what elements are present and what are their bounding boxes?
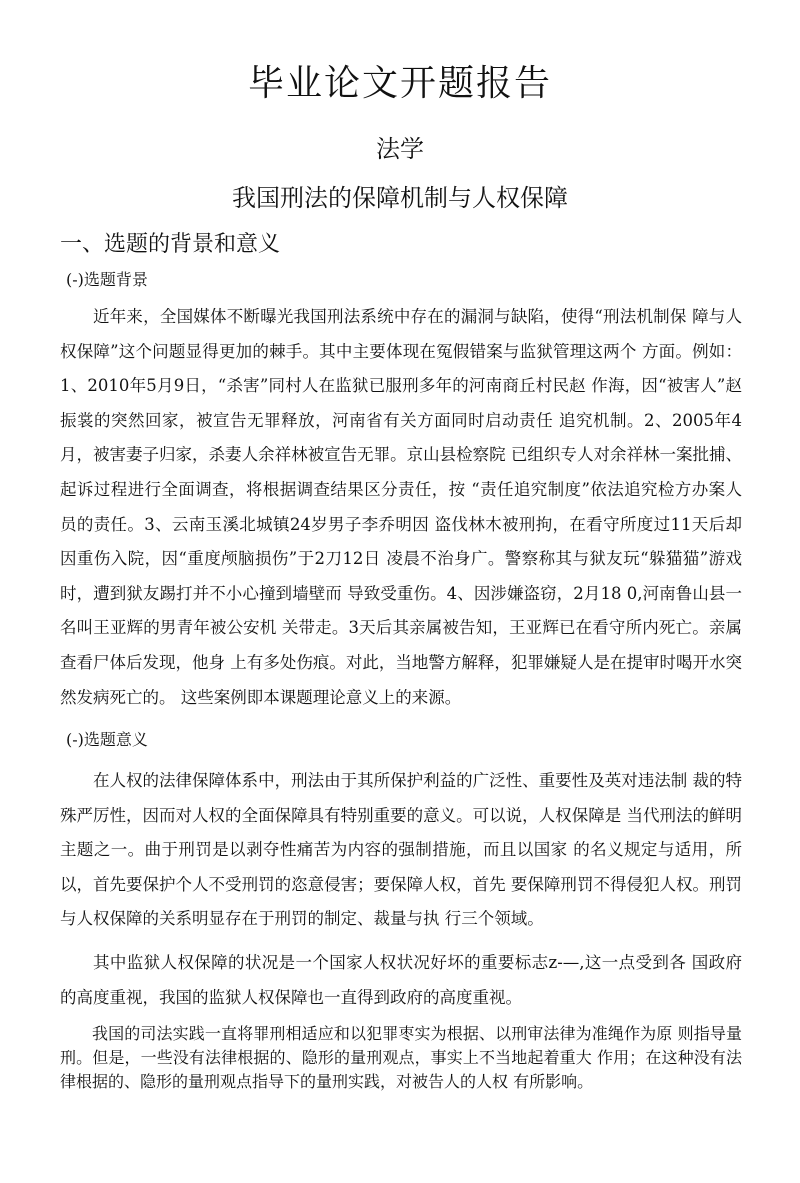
- document-title: 毕业论文开题报告: [247, 63, 552, 104]
- significance-paragraph-3: 我国的司法实践一直将罪刑相适应和以犯罪枣实为根据、以刑审法律为准绳作为原 则指导量刑。但是，一些没有法律根据的、隐形的量刑观点，事实上不当地起着重大 作用；在这种没有法律根据的、隐形的量刑观点指导下的量刑实践，对被告人的人权 有所影响。: [60, 1024, 742, 1091]
- subheading-background: (-)选题背景: [66, 270, 148, 289]
- major-label: 法学: [376, 135, 424, 163]
- thesis-topic: 我国刑法的保障机制与人权保障: [232, 184, 568, 212]
- significance-paragraph-2: 其中监狱人权保障的状况是一个国家人权状况好坏的重要标志z-—,这一点受到各 国政府的高度重视，我国的监狱人权保障也一直得到政府的高度重视。: [60, 953, 742, 1007]
- significance-paragraph-1: 在人权的法律保障体系中，刑法由于其所保护利益的广泛性、重要性及英对违法制 裁的特殊严厉性，因而对人权的全面保障具有特别重要的意义。可以说，人权保障是 当代刑法的鲜明主题之一。曲于刑罚是以剥夺性痛苦为内容的强制措施，而且以国家 的名义规定与适用，所以，首先要保护个人不受刑罚的恣意侵害；要保障人权，首先 要保障刑罚不得侵犯人权。刑罚与人权保障的关系明显存在于刑罚的制定、裁量与执 行三个领域。: [60, 771, 742, 929]
- subheading-significance: (-)选题意义: [66, 730, 148, 749]
- background-paragraph: 近年来，全国媒体不断曝光我国刑法系统中存在的漏洞与缺陷，使得“刑法机制保 障与人权保障”这个问题显得更加的棘手。其中主要体现在冤假错案与监狱管理这两个 方面。例如：1、2010年5月9日，“杀害”同村人在监狱已服刑多年的河南商丘村民赵 作海，因“被害人”赵振裳的突然回家，被宣告无罪释放，河南省有关方面同时启动责任 追究机制。2、2005年4月，被害妻子归家，杀妻人余祥林被宣告无罪。京山县检察院 已组织专人对余祥林一案批捕、起诉过程进行全面调查，将根据调查结果区分责任，按 “责任追究制度”依法追究检方办案人员的责任。3、云南玉溪北城镇24岁男子李乔明因 盗伐林木被刑拘，在看守所度过11天后却因重伤入院，因“重度颅脑损伤”于2刀12日 凌晨不治身广。警察称其与狱友玩“躲猫猫”游戏时，遭到狱友踢打并不小心撞到墙壁而 导致受重伤。4、因涉嫌盗窃，2月18 0,河南鲁山县一名叫王亚辉的男青年被公安机 关带走。3天后其亲属被告知，王亚辉已在看守所内死亡。亲属查看尸体后发现，他身 上有多处伤痕。对此，当地警方解释，犯罪嫌疑人是在提审时喝开水突然发病死亡的。 这些案例即本课题理论意义上的来源。: [60, 307, 742, 707]
- section-heading-background-significance: 一、选题的背景和意义: [60, 232, 281, 257]
